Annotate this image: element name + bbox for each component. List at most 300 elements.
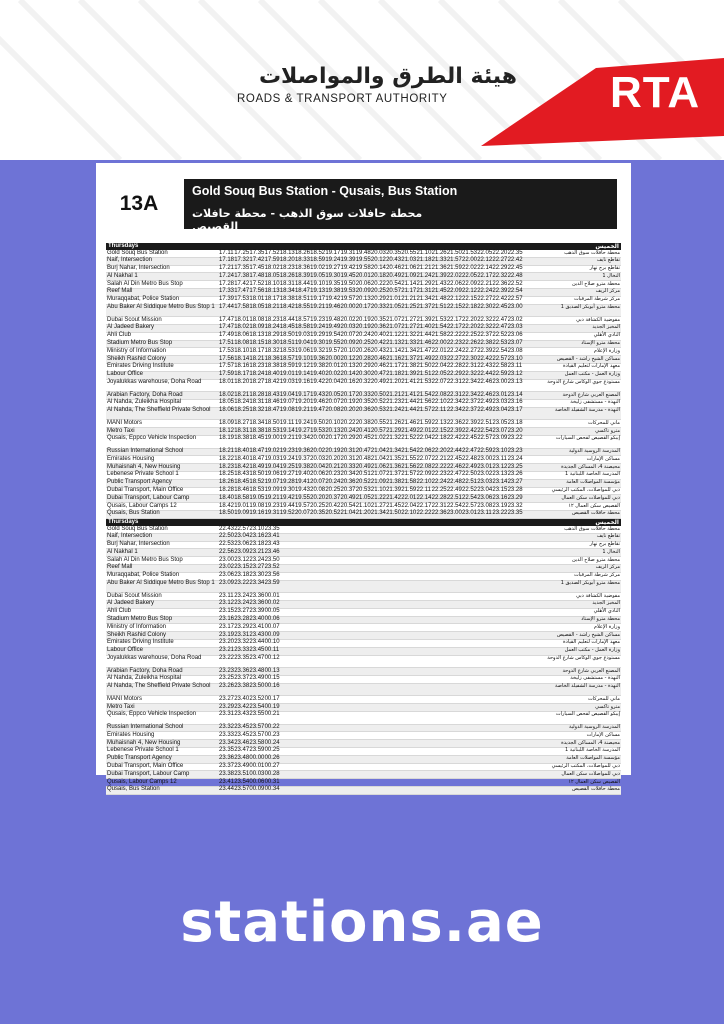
departure-time: 20.01 xyxy=(355,272,371,279)
departure-time: 18.42 xyxy=(234,463,250,470)
stop-name-arabic: تقاطع برج نهار xyxy=(589,265,620,272)
departure-time: 20.36 xyxy=(340,479,356,486)
departure-time: 18.52 xyxy=(310,249,326,256)
departure-time: 20.37 xyxy=(340,487,356,493)
departure-time: 18.27 xyxy=(234,419,250,426)
table-row xyxy=(106,581,621,594)
departure-time: 19.30 xyxy=(279,487,295,493)
departure-time: 22.57 xyxy=(492,355,508,362)
departure-time: 19.42 xyxy=(325,296,341,303)
departure-time: 22.22 xyxy=(431,463,447,470)
departure-time: 00.28 xyxy=(264,770,280,777)
departure-time: 23.33 xyxy=(219,731,235,738)
departure-time: 23.57 xyxy=(249,724,265,731)
departure-time: 23.24 xyxy=(249,556,265,563)
departure-time: 22.15 xyxy=(446,304,462,311)
departure-time: 18.06 xyxy=(219,407,235,414)
departure-time: 20.17 xyxy=(340,391,356,398)
table-row xyxy=(106,436,621,449)
departure-time: 17.24 xyxy=(219,272,235,279)
departure-time: 21.04 xyxy=(370,455,386,462)
departure-time: 21.29 xyxy=(416,280,432,287)
departure-time: 22.04 xyxy=(401,502,417,509)
departure-time: 20.55 xyxy=(370,419,386,426)
departure-time: 20.10 xyxy=(340,347,356,354)
stop-name: Muraqqabat, Police Station xyxy=(107,296,180,303)
departure-time: 21.46 xyxy=(401,419,417,426)
departure-time: 19.38 xyxy=(325,288,341,295)
departure-time: 19.57 xyxy=(294,502,310,509)
departure-time: 21.27 xyxy=(401,324,417,331)
stop-name: Metro Taxi xyxy=(107,703,135,710)
departure-time: 19.30 xyxy=(310,340,326,347)
departure-time: 23.28 xyxy=(507,487,523,493)
departure-time: 22.47 xyxy=(446,471,462,478)
departure-time: 20.20 xyxy=(325,455,341,462)
stop-name: Al Nahda, Zuleikha Hospital xyxy=(107,399,182,406)
stop-name-arabic: مؤسسة المواصلات العامة xyxy=(566,755,620,762)
departure-times xyxy=(219,684,280,690)
departure-times xyxy=(219,669,280,675)
departure-time: 21.45 xyxy=(431,288,447,295)
stop-name: Ministry of Information xyxy=(107,347,167,354)
stop-name-arabic: مساكن الشيخ راشد - القصيص xyxy=(556,631,620,638)
departure-time: 23.50 xyxy=(249,683,265,690)
stop-name-arabic: تقاطع برج نهار xyxy=(589,541,620,548)
departure-time: 23.14 xyxy=(492,479,508,486)
departure-time: 23.49 xyxy=(234,763,250,769)
stop-name-arabic: ماني للمحركات xyxy=(587,419,620,426)
departure-time: 20.49 xyxy=(386,272,402,279)
departure-time: 18.43 xyxy=(234,471,250,478)
departure-time: 21.24 xyxy=(416,272,432,279)
departure-time: 19.07 xyxy=(264,479,280,486)
table-row xyxy=(106,420,621,428)
departure-time: 23.20 xyxy=(507,427,523,434)
departure-time: 22.27 xyxy=(446,355,462,362)
departure-times xyxy=(219,705,280,711)
departure-time: 22.04 xyxy=(431,363,447,370)
departure-time: 21.51 xyxy=(416,371,432,378)
departure-times xyxy=(219,725,280,731)
departure-time: 22.20 xyxy=(431,448,447,455)
departure-time: 22.46 xyxy=(446,463,462,470)
stop-name-arabic: القصيص سكن العمال ١٢ xyxy=(568,502,620,509)
departure-time: 18.45 xyxy=(279,324,295,331)
departure-time: 18.42 xyxy=(264,379,280,386)
departure-times xyxy=(219,565,280,571)
departure-time: 21.29 xyxy=(386,427,402,434)
departure-time: 23.24 xyxy=(507,455,523,462)
departure-time: 19.48 xyxy=(325,316,341,323)
departure-time: 19.01 xyxy=(234,502,250,509)
table-row xyxy=(106,740,621,748)
departure-time: 23.27 xyxy=(507,479,523,486)
departure-time: 23.47 xyxy=(249,655,265,662)
stop-name-arabic: مركز شرطة المرقبات xyxy=(573,296,620,303)
table-row xyxy=(106,668,621,676)
departure-time: 20.19 xyxy=(355,316,371,323)
departure-time: 18.55 xyxy=(294,304,310,311)
departure-time: 22.12 xyxy=(446,296,462,303)
route-title-arabic: محطة حافلات سوق الذهب - محطة حافلات القصيص xyxy=(192,207,423,233)
departure-time: 18.12 xyxy=(219,427,235,434)
departure-time: 18.47 xyxy=(294,288,310,295)
stop-name: Lebenese Private School 1 xyxy=(107,471,179,478)
departure-time: 22.10 xyxy=(401,510,417,517)
departure-time: 22.23 xyxy=(446,340,462,347)
departure-time: 21.34 xyxy=(386,448,402,455)
departure-time: 20.35 xyxy=(310,510,326,517)
departure-time: 19.41 xyxy=(294,479,310,486)
departure-time: 23.10 xyxy=(492,448,508,455)
departure-time: 23.08 xyxy=(477,502,493,509)
departure-times xyxy=(219,697,280,703)
departure-time: 18.50 xyxy=(249,471,265,478)
departure-time: 18.43 xyxy=(264,391,280,398)
departure-time: 22.52 xyxy=(492,332,508,339)
departure-time: 20.02 xyxy=(310,448,326,455)
stop-name: Dubai Scout Mission xyxy=(107,316,162,323)
departure-time: 23.43 xyxy=(249,631,265,638)
departure-time: 22.02 xyxy=(446,272,462,279)
departure-time: 20.35 xyxy=(355,399,371,406)
stop-name: Emirates Housing xyxy=(107,731,155,738)
departure-time: 18.50 xyxy=(219,510,235,517)
stop-name-arabic: دبي للمواصلات سكن العمال xyxy=(561,494,620,501)
departure-time: 19.13 xyxy=(310,288,326,295)
departure-time: 20.28 xyxy=(355,355,371,362)
departure-time: 00.09 xyxy=(249,786,265,793)
stop-name-arabic: تقاطع نايف xyxy=(596,533,620,540)
departure-time: 21.12 xyxy=(386,332,402,339)
departure-time: 22.50 xyxy=(219,533,235,540)
departure-time: 22.49 xyxy=(462,463,478,470)
departure-time: 17.59 xyxy=(264,257,280,264)
departure-time: 22.20 xyxy=(462,316,478,323)
departure-time: 18.01 xyxy=(219,379,235,386)
departure-time: 20.07 xyxy=(310,479,326,486)
departure-time: 20.40 xyxy=(370,332,386,339)
departure-time: 18.53 xyxy=(249,487,265,493)
departure-time: 23.00 xyxy=(446,510,462,517)
departure-time: 23.44 xyxy=(249,639,265,646)
stop-name-arabic: مساكن الشيخ راشد - القصيص xyxy=(556,355,620,362)
table-row xyxy=(106,632,621,640)
departure-time: 00.23 xyxy=(264,731,280,738)
departure-time: 21.25 xyxy=(401,304,417,311)
departure-time: 23.21 xyxy=(249,548,265,555)
departure-time: 23.20 xyxy=(219,639,235,646)
departure-time: 20.43 xyxy=(370,347,386,354)
departure-time: 21.18 xyxy=(416,257,432,264)
departure-time: 17.45 xyxy=(249,265,265,272)
departure-time: 20.24 xyxy=(340,427,356,434)
departure-time: 22.45 xyxy=(492,304,508,311)
departure-time: 22.24 xyxy=(477,288,493,295)
departure-times xyxy=(219,472,523,478)
departure-time: 18.44 xyxy=(279,316,295,323)
departure-time: 18.59 xyxy=(279,363,295,370)
departure-time: 18.30 xyxy=(264,340,280,347)
departure-time: 20.31 xyxy=(340,448,356,455)
stop-name: Labour Office xyxy=(107,647,143,654)
stop-name: Naif, Intersection xyxy=(107,257,153,264)
departure-time: 21.17 xyxy=(401,288,417,295)
stop-name: Stadium Metro Bus Stop xyxy=(107,616,173,623)
departure-time: 19.45 xyxy=(340,272,356,279)
departure-times xyxy=(219,266,523,272)
stop-name-arabic: محطة مترو أبوبكر الصديق 1 xyxy=(560,304,620,311)
departure-time: 22.53 xyxy=(219,541,235,548)
departure-time: 23.34 xyxy=(249,580,265,587)
departure-time: 20.03 xyxy=(340,324,356,331)
departure-time: 18.29 xyxy=(264,332,280,339)
departure-time: 20.35 xyxy=(370,316,386,323)
departure-time: 17.53 xyxy=(234,296,250,303)
departure-time: 23.33 xyxy=(234,647,250,654)
departure-time: 23.22 xyxy=(507,435,523,442)
departure-times xyxy=(219,325,523,331)
departure-time: 20.18 xyxy=(370,272,386,279)
table-row xyxy=(106,656,621,669)
departure-time: 19.52 xyxy=(279,510,295,517)
departure-time: 18.34 xyxy=(249,419,265,426)
departure-time: 17.52 xyxy=(249,280,265,287)
departure-time: 23.59 xyxy=(249,747,265,754)
stop-name-arabic: وزارة العمل - مكتب العمل xyxy=(564,647,620,654)
departure-time: 00.06 xyxy=(249,778,265,785)
departure-time: 18.25 xyxy=(234,407,250,414)
table-row xyxy=(106,408,621,421)
departure-time: 21.01 xyxy=(386,296,402,303)
departure-time: 22.57 xyxy=(507,296,523,303)
departure-time: 23.06 xyxy=(234,541,250,548)
departure-time: 00.21 xyxy=(264,711,280,718)
departure-time: 23.07 xyxy=(507,340,523,347)
departure-time: 23.18 xyxy=(249,541,265,548)
departure-time: 19.23 xyxy=(310,316,326,323)
departure-time: 20.00 xyxy=(340,304,356,311)
departure-time: 22.43 xyxy=(477,363,493,370)
departure-time: 19.35 xyxy=(325,280,341,287)
departure-time: 19.04 xyxy=(294,340,310,347)
departure-time: 22.17 xyxy=(446,324,462,331)
departure-time: 23.58 xyxy=(249,739,265,746)
departure-time: 20.00 xyxy=(325,355,341,362)
stop-name-arabic: القصيص سكن العمال ١٢ xyxy=(568,778,620,785)
departure-time: 22.59 xyxy=(477,448,493,455)
stop-name: MANI Motors xyxy=(107,419,143,426)
departure-time: 21.44 xyxy=(401,407,417,414)
stop-name-arabic: النادي الأهلي xyxy=(593,608,620,615)
departure-time: 19.49 xyxy=(325,324,341,331)
stop-name: Burj Nahar, Intersection xyxy=(107,265,170,272)
departure-time: 20.46 xyxy=(370,363,386,370)
departure-time: 22.01 xyxy=(401,494,417,501)
departure-time: 18.14 xyxy=(234,355,250,362)
departure-time: 22.52 xyxy=(462,487,478,493)
stop-name: Al Nakhal 1 xyxy=(107,548,138,555)
departure-time: 19.40 xyxy=(310,371,326,378)
stop-name: Salah Al Din Metro Bus Stop xyxy=(107,280,183,287)
departure-time: 00.31 xyxy=(264,778,280,785)
departure-time: 23.06 xyxy=(477,494,493,501)
departure-time: 18.38 xyxy=(249,427,265,434)
departure-time: 18.17 xyxy=(249,347,265,354)
departure-time: 23.48 xyxy=(249,667,265,674)
departure-time: 20.17 xyxy=(325,435,341,442)
departure-time: 18.38 xyxy=(279,296,295,303)
departure-time: 22.10 xyxy=(416,479,432,486)
departure-time: 22.30 xyxy=(477,304,493,311)
departure-time: 21.56 xyxy=(416,399,432,406)
departure-time: 22.29 xyxy=(446,371,462,378)
table-row xyxy=(106,495,621,503)
departure-time: 19.27 xyxy=(294,427,310,434)
departure-time: 22.48 xyxy=(507,272,523,279)
departure-time: 20.55 xyxy=(401,249,417,256)
departure-time: 18.09 xyxy=(249,324,265,331)
departure-time: 19.02 xyxy=(264,448,280,455)
departure-time: 21.21 xyxy=(416,265,432,272)
departure-time: 19.37 xyxy=(294,455,310,462)
stop-name: Joyalukkas warehouse, Doha Road xyxy=(107,655,202,662)
departure-time: 23.11 xyxy=(477,510,492,517)
departure-time: 20.20 xyxy=(340,407,356,414)
departure-times xyxy=(219,594,280,600)
departure-time: 20.14 xyxy=(340,371,356,378)
departure-time: 18.40 xyxy=(234,448,250,455)
departure-time: 20.33 xyxy=(355,391,371,398)
departure-time: 18.15 xyxy=(249,340,265,347)
departure-time: 17.21 xyxy=(219,265,235,272)
departure-time: 20.07 xyxy=(294,510,310,517)
departure-time: 22.22 xyxy=(416,510,432,517)
departure-time: 18.28 xyxy=(249,391,265,398)
departure-time: 22.54 xyxy=(492,347,508,354)
stop-name-arabic: مساكن الإمارات xyxy=(586,455,620,462)
stop-name: Emirates Driving Institute xyxy=(107,363,174,370)
departure-time: 21.34 xyxy=(401,347,417,354)
departure-time: 21.04 xyxy=(340,510,356,517)
departure-time: 19.09 xyxy=(234,510,250,517)
departure-time: 22.35 xyxy=(507,249,523,256)
departure-time: 17.48 xyxy=(249,272,265,279)
departure-time: 22.54 xyxy=(477,427,493,434)
table-row xyxy=(106,748,621,756)
departure-time: 17.56 xyxy=(249,288,265,295)
departure-time: 23.22 xyxy=(219,655,235,662)
departure-time: 20.08 xyxy=(325,407,341,414)
departure-times xyxy=(219,542,280,548)
stop-name: Burj Nahar, Intersection xyxy=(107,541,170,548)
departure-time: 19.08 xyxy=(279,407,295,414)
departure-time: 20.23 xyxy=(325,471,341,478)
stop-name: Al Jadeed Bakery xyxy=(107,600,155,607)
departure-time: 19.23 xyxy=(264,502,280,509)
departure-time: 22.09 xyxy=(416,471,432,478)
table-row xyxy=(106,601,621,609)
table-row xyxy=(106,732,621,740)
stop-name: Naif, Intersection xyxy=(107,533,153,540)
departure-time: 19.57 xyxy=(325,347,341,354)
departure-time: 21.20 xyxy=(386,379,402,386)
table-row xyxy=(106,549,621,557)
departure-time: 23.48 xyxy=(234,755,250,762)
departure-time: 17.52 xyxy=(264,249,280,256)
departure-time: 21.48 xyxy=(431,296,447,303)
departure-time: 23.17 xyxy=(219,623,235,630)
departure-time: 18.53 xyxy=(279,347,295,354)
authority-name-arabic: هيئة الطرق والمواصلات xyxy=(258,64,518,89)
departure-times xyxy=(219,305,523,311)
departure-times xyxy=(219,372,523,378)
departure-time: 21.09 xyxy=(401,272,417,279)
departure-time: 19.16 xyxy=(249,510,265,517)
departure-times xyxy=(219,527,280,533)
departure-time: 21.16 xyxy=(386,355,402,362)
departure-time: 20.45 xyxy=(355,435,371,442)
departure-time: 20.08 xyxy=(310,487,326,493)
departure-time: 21.59 xyxy=(401,487,417,493)
departure-time: 22.17 xyxy=(446,316,462,323)
departure-time: 00.07 xyxy=(264,623,280,630)
departure-time: 20.52 xyxy=(370,399,386,406)
table-row xyxy=(106,511,621,519)
departure-times xyxy=(219,449,523,455)
stop-name-arabic: المدرسة الروسية الدولية xyxy=(568,448,620,455)
departure-time: 21.02 xyxy=(370,435,386,442)
departure-time: 18.59 xyxy=(310,257,326,264)
stop-name-arabic: محطة مترو الإستاد xyxy=(581,616,620,623)
departure-time: 18.46 xyxy=(264,399,280,406)
departure-time: 21.44 xyxy=(416,332,432,339)
departure-time: 20.07 xyxy=(325,399,341,406)
departure-time: 20.33 xyxy=(340,463,356,470)
departure-times xyxy=(219,733,280,739)
departure-time: 17.47 xyxy=(219,324,235,331)
stop-name-arabic: مترو تاكسي xyxy=(595,703,620,710)
departure-time: 21.07 xyxy=(386,316,402,323)
departure-time: 21.41 xyxy=(401,379,417,386)
departure-time: 23.22 xyxy=(234,580,250,587)
departure-time: 19.24 xyxy=(325,257,341,264)
departure-time: 20.32 xyxy=(355,379,371,386)
rta-logo-text: RTA xyxy=(610,68,701,117)
departure-time: 20.34 xyxy=(340,471,356,478)
section-rows xyxy=(106,250,621,519)
departure-time: 23.18 xyxy=(507,419,523,426)
departure-time: 23.16 xyxy=(219,616,235,623)
departure-time: 22.39 xyxy=(477,347,493,354)
departure-time: 18.40 xyxy=(264,371,280,378)
departure-time: 22.24 xyxy=(431,479,447,486)
departure-time: 23.04 xyxy=(492,407,508,414)
departure-time: 19.06 xyxy=(294,347,310,354)
departure-time: 22.56 xyxy=(219,548,235,555)
stop-name-arabic: مفوضية الكشافة دبي xyxy=(576,316,620,323)
departure-time: 19.01 xyxy=(279,371,295,378)
departure-time: 22.48 xyxy=(462,455,478,462)
table-row xyxy=(106,542,621,550)
departure-time: 19.04 xyxy=(279,391,295,398)
departure-time: 20.52 xyxy=(355,479,371,486)
departure-time: 23.00 xyxy=(477,455,493,462)
departure-time: 21.26 xyxy=(431,249,447,256)
departure-time: 17.59 xyxy=(219,371,235,378)
departure-time: 19.31 xyxy=(340,249,356,256)
